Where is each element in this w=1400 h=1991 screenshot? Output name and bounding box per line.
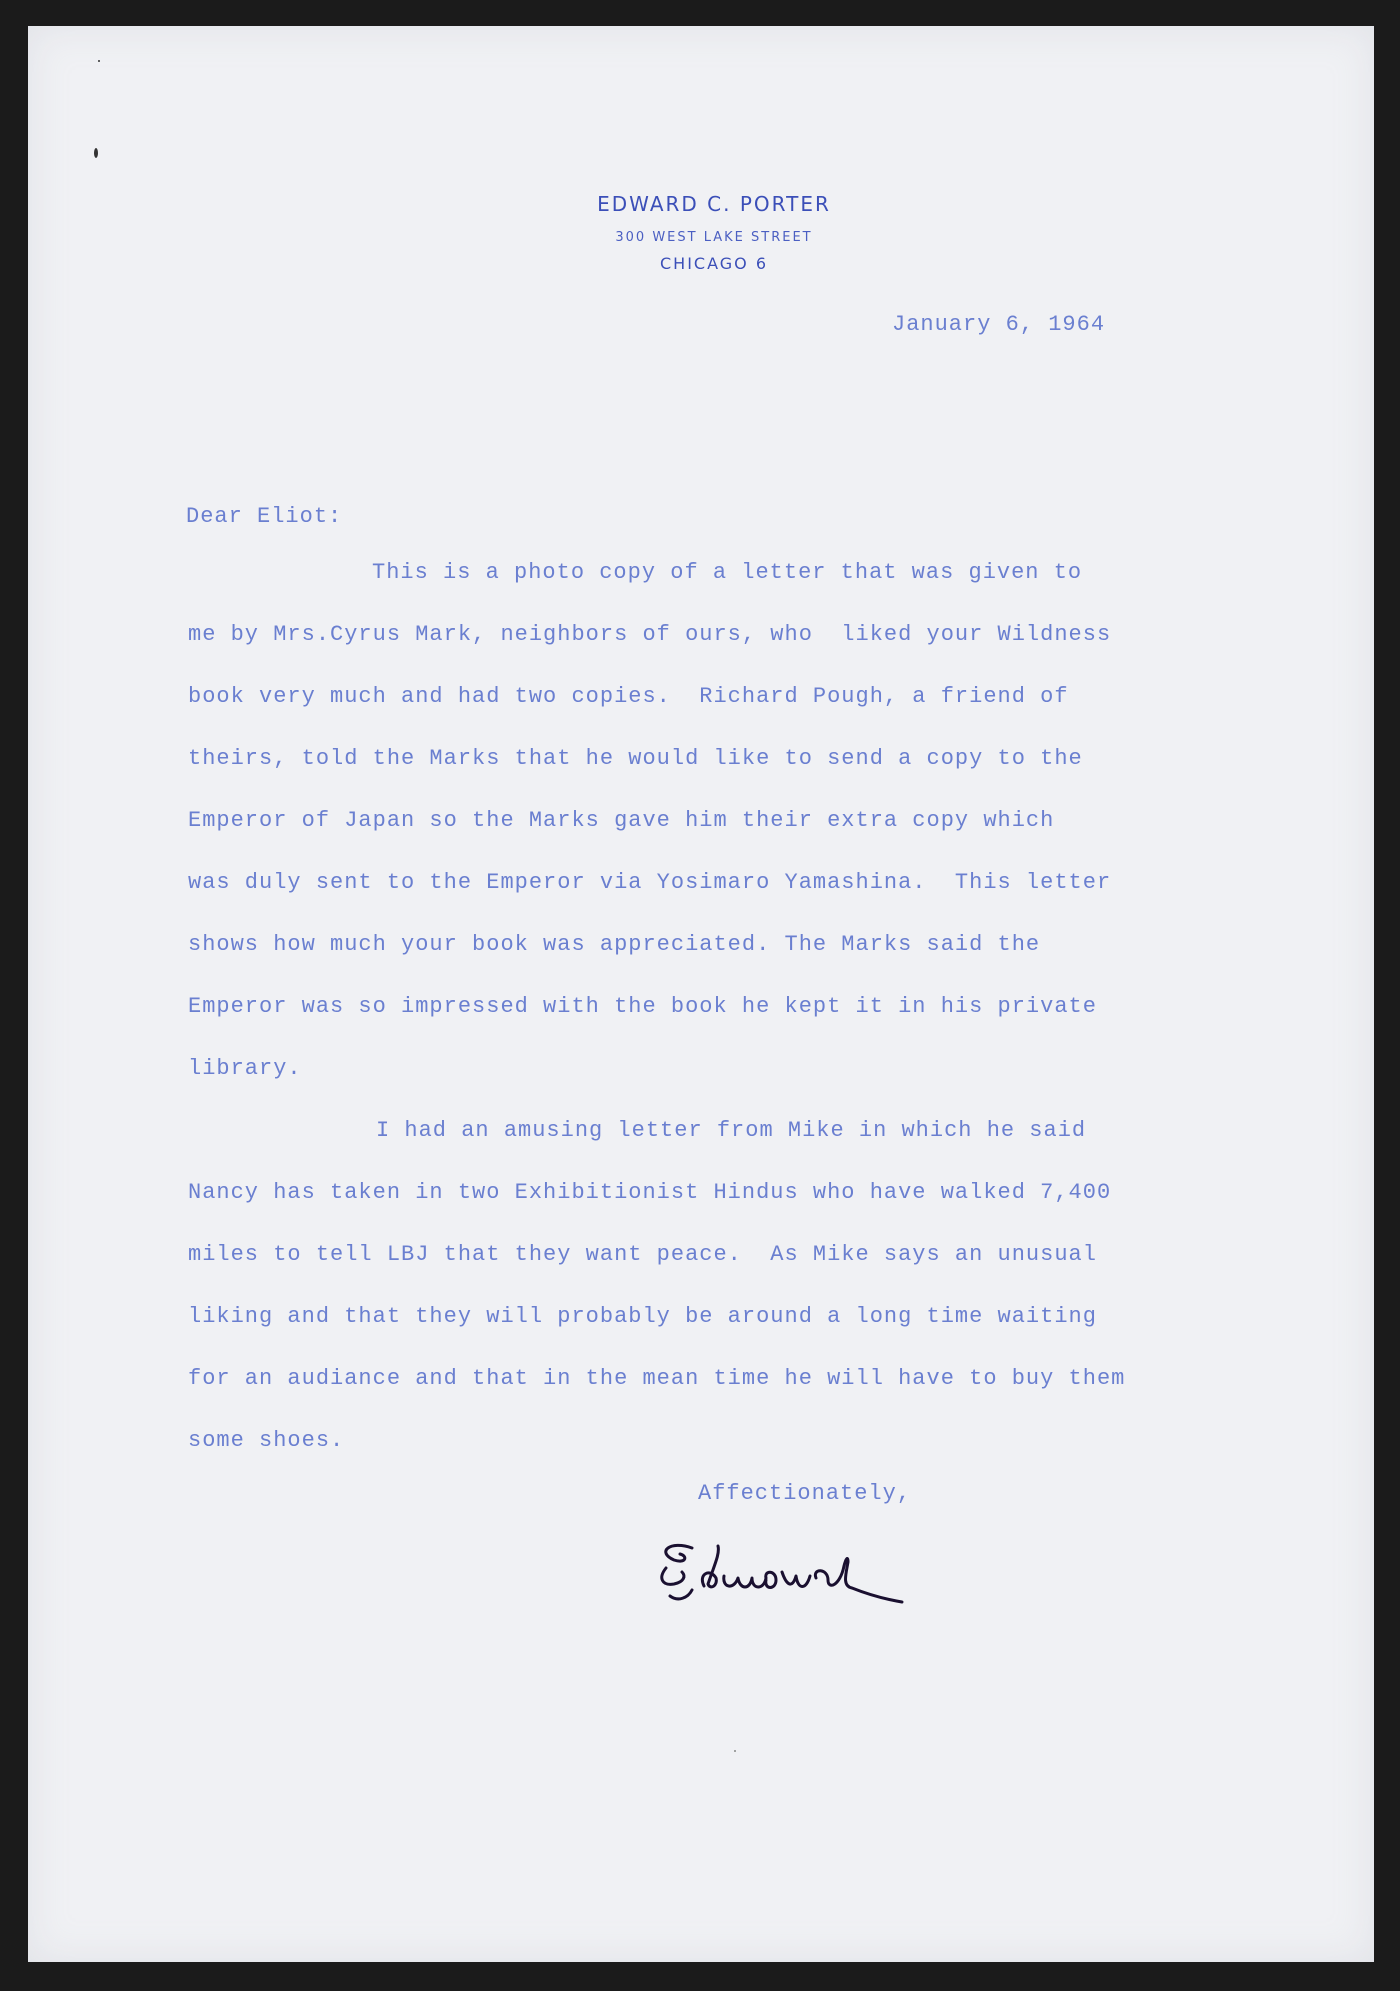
body-line: Nancy has taken in two Exhibitionist Hindus who have walked 7,400: [188, 1180, 1112, 1205]
body-line: some shoes.: [188, 1428, 345, 1453]
body-line: shows how much your book was appreciated. The Marks said the: [188, 932, 1041, 957]
letter-date: January 6, 1964: [892, 312, 1106, 337]
scan-speck: [94, 148, 98, 158]
body-line: for an audiance and that in the mean time he will have to buy them: [188, 1366, 1126, 1391]
body-line: library.: [188, 1056, 302, 1081]
salutation: Dear Eliot:: [186, 504, 343, 529]
body-line: book very much and had two copies. Richard Pough, a friend of: [188, 684, 1069, 709]
body-line: Emperor of Japan so the Marks gave him their extra copy which: [188, 808, 1055, 833]
handwritten-signature: [652, 1506, 912, 1626]
letterhead-name: EDWARD C. PORTER: [597, 192, 831, 216]
closing: Affectionately,: [698, 1481, 912, 1506]
body-line: This is a photo copy of a letter that was given to: [372, 560, 1083, 585]
body-line: theirs, told the Marks that he would like to send a copy to the: [188, 746, 1083, 771]
body-line: I had an amusing letter from Mike in which he said: [376, 1118, 1087, 1143]
letter-page: [28, 26, 1374, 1962]
scan-speck: [98, 60, 100, 62]
body-line: liking and that they will probably be around a long time waiting: [188, 1304, 1097, 1329]
letterhead-city: CHICAGO 6: [659, 254, 768, 273]
body-line: miles to tell LBJ that they want peace. As Mike says an unusual: [188, 1242, 1097, 1267]
letterhead-street: 300 WEST LAKE STREET: [615, 230, 813, 245]
body-line: was duly sent to the Emperor via Yosimaro Yamashina. This letter: [188, 870, 1112, 895]
body-line: Emperor was so impressed with the book he kept it in his private: [188, 994, 1097, 1019]
scan-speck: [734, 1750, 736, 1752]
body-line: me by Mrs.Cyrus Mark, neighbors of ours, who liked your Wildness: [188, 622, 1112, 647]
